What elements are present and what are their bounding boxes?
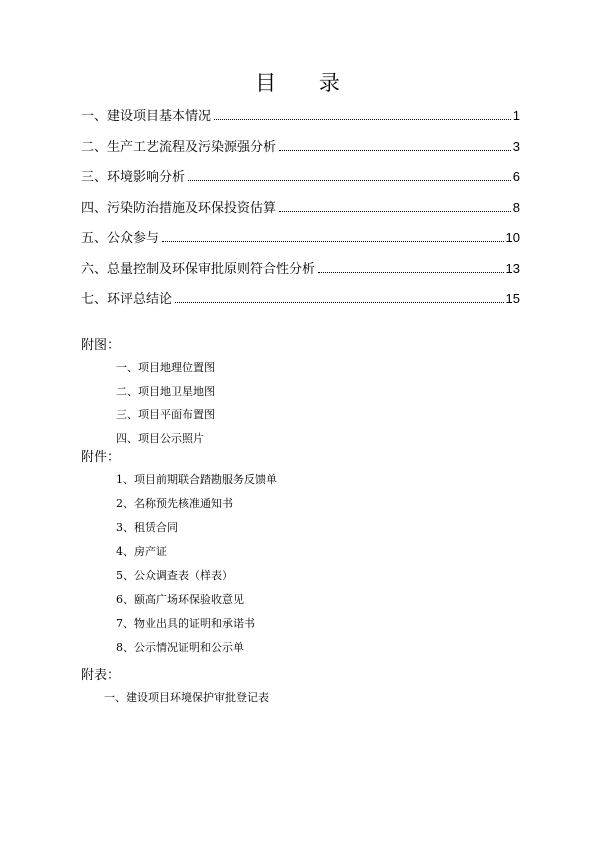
toc-dot-leader: [188, 180, 511, 181]
toc-entry-label: 七、环评总结论: [81, 292, 173, 307]
list-item: 6、颐高广场环保验收意见: [116, 593, 244, 606]
list-item: 一、项目地理位置图: [116, 361, 215, 374]
list-item: 四、项目公示照片: [116, 431, 204, 445]
list-item: 三、项目平面布置图: [116, 408, 215, 421]
toc-dot-leader: [318, 272, 504, 273]
toc-page-number: 6: [512, 169, 520, 184]
toc-dot-leader: [175, 302, 504, 303]
toc-dot-leader: [279, 211, 511, 212]
toc-page-number: 3: [512, 138, 520, 154]
toc-entry-label: 一、建设项目基本情况: [81, 109, 212, 124]
toc-entry-label: 三、环境影响分析: [81, 170, 186, 185]
attachments-heading: 附件：: [81, 450, 121, 465]
toc-entry[interactable]: [81, 107, 520, 138]
list-item: 5、公众调查表（样表）: [116, 569, 233, 582]
toc-entry[interactable]: [81, 260, 520, 291]
toc-page-number: 15: [505, 291, 520, 306]
list-item: 2、名称预先核准通知书: [116, 497, 233, 510]
toc-page-number: 13: [505, 260, 520, 276]
attachments-list: [116, 472, 277, 664]
list-item: 一、建设项目环境保护审批登记表: [104, 691, 269, 704]
toc-entry[interactable]: [81, 229, 520, 260]
figures-list: [116, 360, 215, 454]
toc-dot-leader: [279, 150, 511, 151]
toc-entry-label: 六、总量控制及环保审批原则符合性分析: [81, 261, 316, 277]
tables-list: [104, 690, 269, 706]
toc-dot-leader: [162, 241, 504, 242]
table-of-contents: [81, 107, 520, 321]
toc-dot-leader: [214, 119, 511, 120]
toc-page-number: 1: [512, 108, 520, 123]
list-item: 3、租赁合同: [116, 521, 178, 534]
toc-page-number: 10: [505, 230, 520, 245]
list-item: 8、公示情况证明和公示单: [116, 641, 244, 654]
figures-heading: 附图：: [81, 338, 121, 353]
list-item: 4、房产证: [116, 545, 167, 558]
toc-entry-label: 五、公众参与: [81, 231, 160, 246]
toc-entry[interactable]: [81, 168, 520, 199]
toc-entry[interactable]: [81, 138, 520, 169]
list-item: 7、物业出具的证明和承诺书: [116, 617, 255, 630]
toc-entry-label: 四、污染防治措施及环保投资估算: [81, 200, 277, 216]
list-item: 二、项目地卫星地图: [116, 384, 215, 398]
toc-page-number: 8: [512, 199, 520, 215]
tables-heading: 附表：: [81, 668, 121, 683]
toc-entry[interactable]: [81, 290, 520, 321]
toc-entry[interactable]: [81, 199, 520, 230]
list-item: 1、项目前期联合踏勘服务反馈单: [116, 473, 277, 486]
toc-entry-label: 二、生产工艺流程及污染源强分析: [81, 139, 277, 155]
page-title: 目 录: [255, 71, 358, 95]
